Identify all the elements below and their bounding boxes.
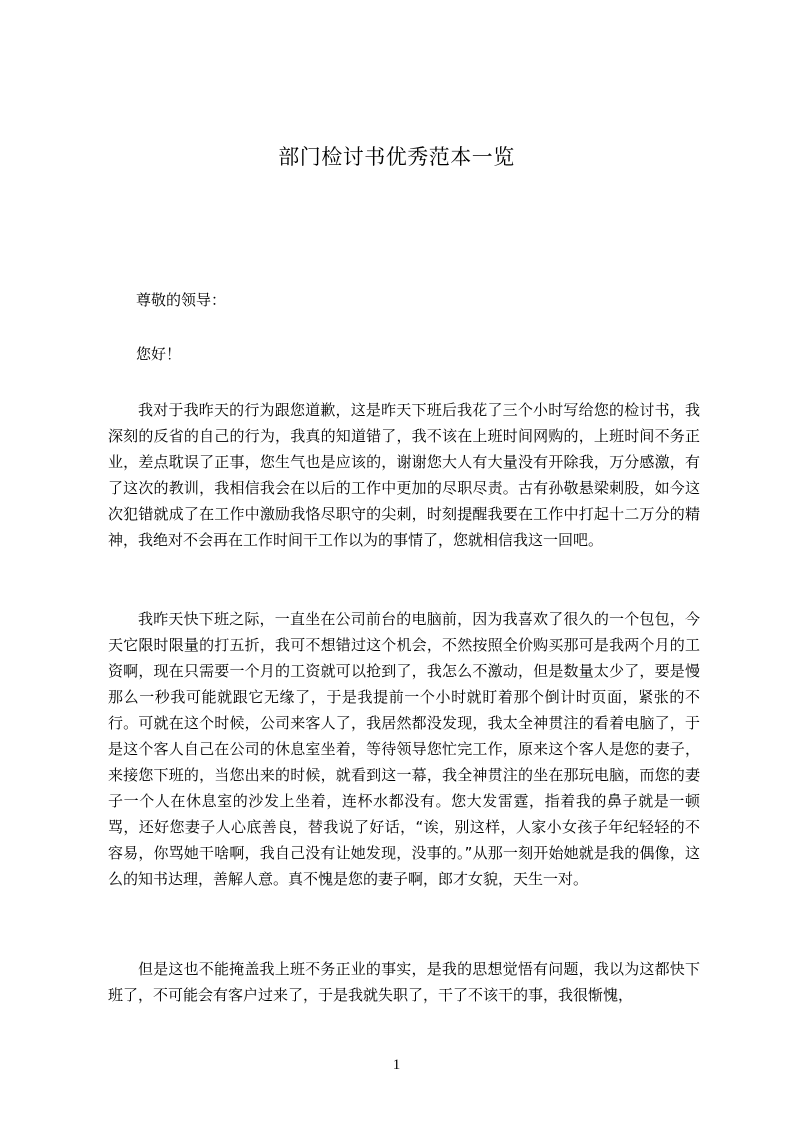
document-title: 部门检讨书优秀范本一览 <box>278 145 515 169</box>
greeting: 您好！ <box>136 345 182 363</box>
body-paragraph-2: 我昨天快下班之际，一直坐在公司前台的电脑前，因为我喜欢了很久的一个包包，今天它限时限量的打五折，我可不想错过这个机会，不然按照全价购买那可是我两个月的工资啊，现在只需要一个月的工资就可以抢到了，我怎么不激动，但是数量太少了，要是慢那么一秒我可能就跟它无缘了，于是我提前一个小时就盯着那个倒计时页面，紧张的不行。可就在这个时候，公司来客人了，我居然都没发现，我太全神贯注的看着电脑了，于是这个客人自己在公司的休息室坐着，等待领导您忙完工作，原来这个客人是您的妻子，来接您下班的，当您出来的时候，就看到这一幕，我全神贯注的坐在那玩电脑，而您的妻子一个人在休息室的沙发上坐着，连杯水都没有。您大发雷霆，指着我的鼻子就是一顿骂，还好您妻子人心底善良，替我说了好话，“诶，别这样，人家小女孩子年纪轻轻的不容易，你骂她干啥啊，我自己没有让她发现，没事的。”从那一刻开始她就是我的偶像，这么的知书达理，善解人意。真不愧是您的妻子啊，郎才女貌，天生一对。 <box>108 610 700 888</box>
body-paragraph-1: 我对于我昨天的行为跟您道歉，这是昨天下班后我花了三个小时写给您的检讨书，我深刻的反省的自己的行为，我真的知道错了，我不该在上班时间网购的，上班时间不务正业，差点耽误了正事，您生气也是应该的，谢谢您大人有大量没有开除我，万分感激，有了这次的教训，我相信我会在以后的工作中更加的尽职尽责。古有孙敬悬梁刺股，如今这次犯错就成了在工作中激励我恪尽职守的尖刺，时刻提醒我要在工作中打起十二万分的精神，我绝对不会再在工作时间干工作以为的事情了，您就相信我这一回吧。 <box>108 401 700 549</box>
salutation: 尊敬的领导： <box>136 291 227 309</box>
page-number: 1 <box>392 1057 401 1073</box>
body-paragraph-3: 但是这也不能掩盖我上班不务正业的事实，是我的思想觉悟有问题，我以为这都快下班了，不可能会有客户过来了，于是我就失职了，干了不该干的事，我很惭愧， <box>108 960 700 1004</box>
